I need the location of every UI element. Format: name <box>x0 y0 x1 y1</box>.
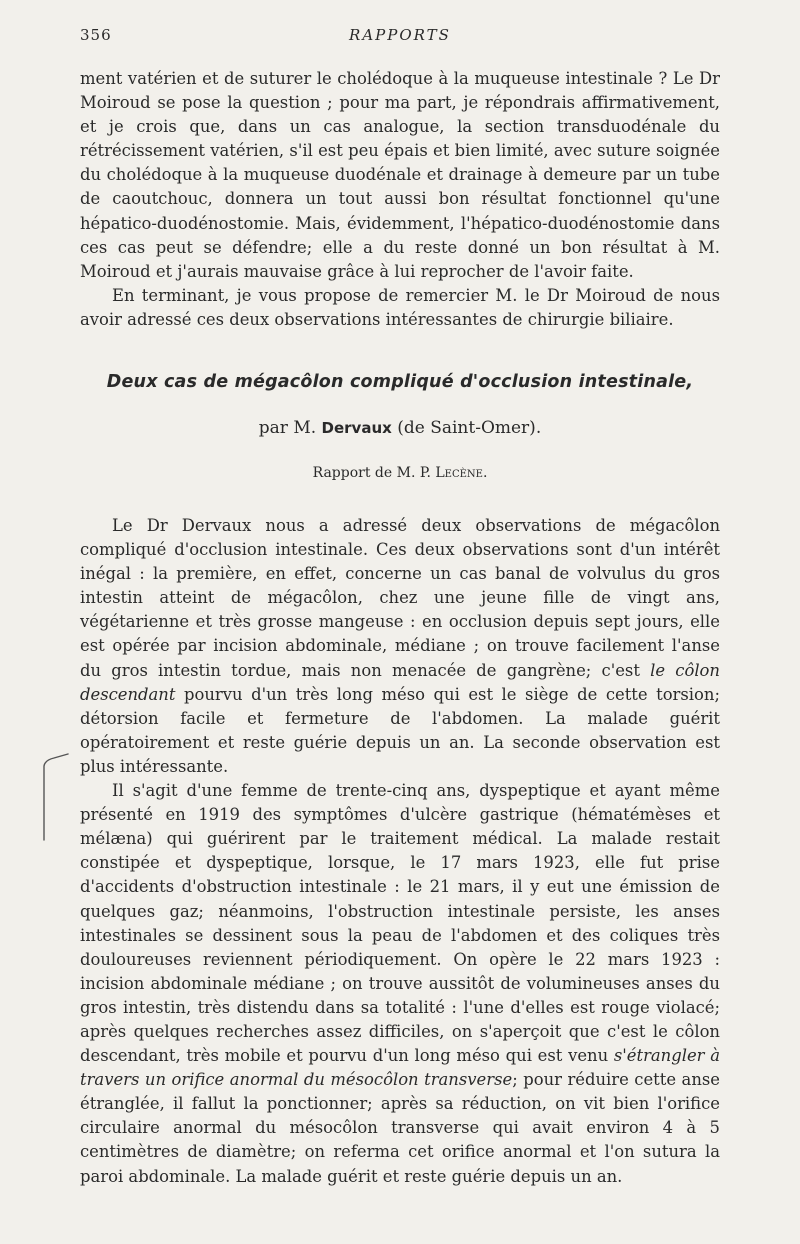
report-paragraph-2 <box>80 779 720 1189</box>
report-paragraph-1-text-a: Le Dr Dervaux nous a adressé deux observations de mégacôlon compliqué d'occlusion intestinale. Ces deux observations sont d'un intérêt inégal : la première, en effet, concerne un cas banal de volvulus du gros intestin atteint de mégacôlon, chez une jeune fille de vingt ans, végétarienne et très grosse mangeuse : en occlusion depuis sept jours, elle est opérée par incision abdominale, médiane ; on trouve facilement l'anse du gros intestin tordue, mais non menacée de gangrène; c'est <box>80 516 720 680</box>
report-paragraph-1-emphasis: le côlon descendant <box>80 660 720 704</box>
page-number: 356 <box>80 26 112 44</box>
report-paragraph-1 <box>80 514 720 779</box>
report-text <box>80 514 720 1189</box>
report-paragraph-1-text-b: pourvu d'un très long méso qui est le siège de cette torsion; détorsion facile et fermeture de l'abdomen. La malade guérit opératoirement et reste guérie depuis un an. La seconde observation est plus intéressante. <box>80 684 720 776</box>
margin-pencil-mark <box>40 752 70 842</box>
intro-text <box>80 67 720 332</box>
intro-paragraph-1: ment vatérien et de suturer le cholédoque à la muqueuse intestinale ? Le Dr Moiroud se pose la question ; pour ma part, je répondrais affirmativement, et je crois que, dans un cas analogue, la section transduodénale du rétrécissement vatérien, s'il est peu épais et bien limité, avec suture soignée du cholédoque à la muqueuse duodénale et drainage à demeure par un tube de caoutchouc, donnera un tout aussi bon résultat fonctionnel qu'une hépatico-duodénostomie. Mais, évidemment, l'hépatico-duodénostomie dans ces cas peut se défendre; elle a du reste donné un bon résultat à M. Moiroud et j'aurais mauvaise grâce à lui reprocher de l'avoir faite. <box>80 69 720 281</box>
report-paragraph-2-text-b: ; pour réduire cette anse étranglée, il fallut la ponctionner; après sa réduction, on vit bien l'orifice circulaire anormal du mésocôlon transverse qui avait environ 4 à 5 centimètres de diamètre; on referma cet orifice anormal et l'on sutura la paroi abdominale. La malade guérit et reste guérie depuis un an. <box>80 1070 720 1186</box>
report-paragraph-2-text-a: Il s'agit d'une femme de trente-cinq ans, dyspeptique et ayant même présenté en 1919 des symptômes d'ulcère gastrique (hématémèses et mélæna) qui guérirent par le traitement médical. La malade restait constipée et dyspeptique, lorsque, le 17 mars 1923, elle fut prise d'accidents d'obstruction intestinale : le 21 mars, il y eut une émission de quelques gaz; néanmoins, l'obstruction intestinale persiste, les anses intestinales se dessinent sous la peau de l'abdomen et des coliques très douloureuses reviennent périodiquement. On opère le 22 mars 1923 : incision abdominale médiane ; on trouve aussitôt de volumineuses anses du gros intestin, très distendu dans sa totalité : l'une d'elles est rouge violacé; après quelques recherches assez difficiles, on s'aperçoit que c'est le côlon descendant, très mobile et pourvu d'un long méso qui est venu <box>80 781 720 1066</box>
running-header <box>80 26 720 46</box>
report-attribution <box>80 465 720 481</box>
article-title: Deux cas de mégacôlon compliqué d'occlusion intestinale, <box>106 372 694 392</box>
running-title: RAPPORTS <box>349 26 451 44</box>
byline-suffix: (de Saint-Omer). <box>397 418 542 438</box>
report-paragraph-2-emphasis: s'étrangler à travers un orifice anormal du mésocôlon transverse <box>80 1046 720 1090</box>
author-name: Dervaux <box>321 419 392 437</box>
byline <box>80 418 720 438</box>
intro-paragraph-2: En terminant, je vous propose de remercier M. le Dr Moiroud de nous avoir adressé ces deux observations intéressantes de chirurgie biliaire. <box>80 285 720 329</box>
byline-prefix: par M. <box>258 418 317 438</box>
reporter-name: Lecène. <box>435 465 488 481</box>
report-prefix: Rapport de M. P. <box>312 465 431 481</box>
